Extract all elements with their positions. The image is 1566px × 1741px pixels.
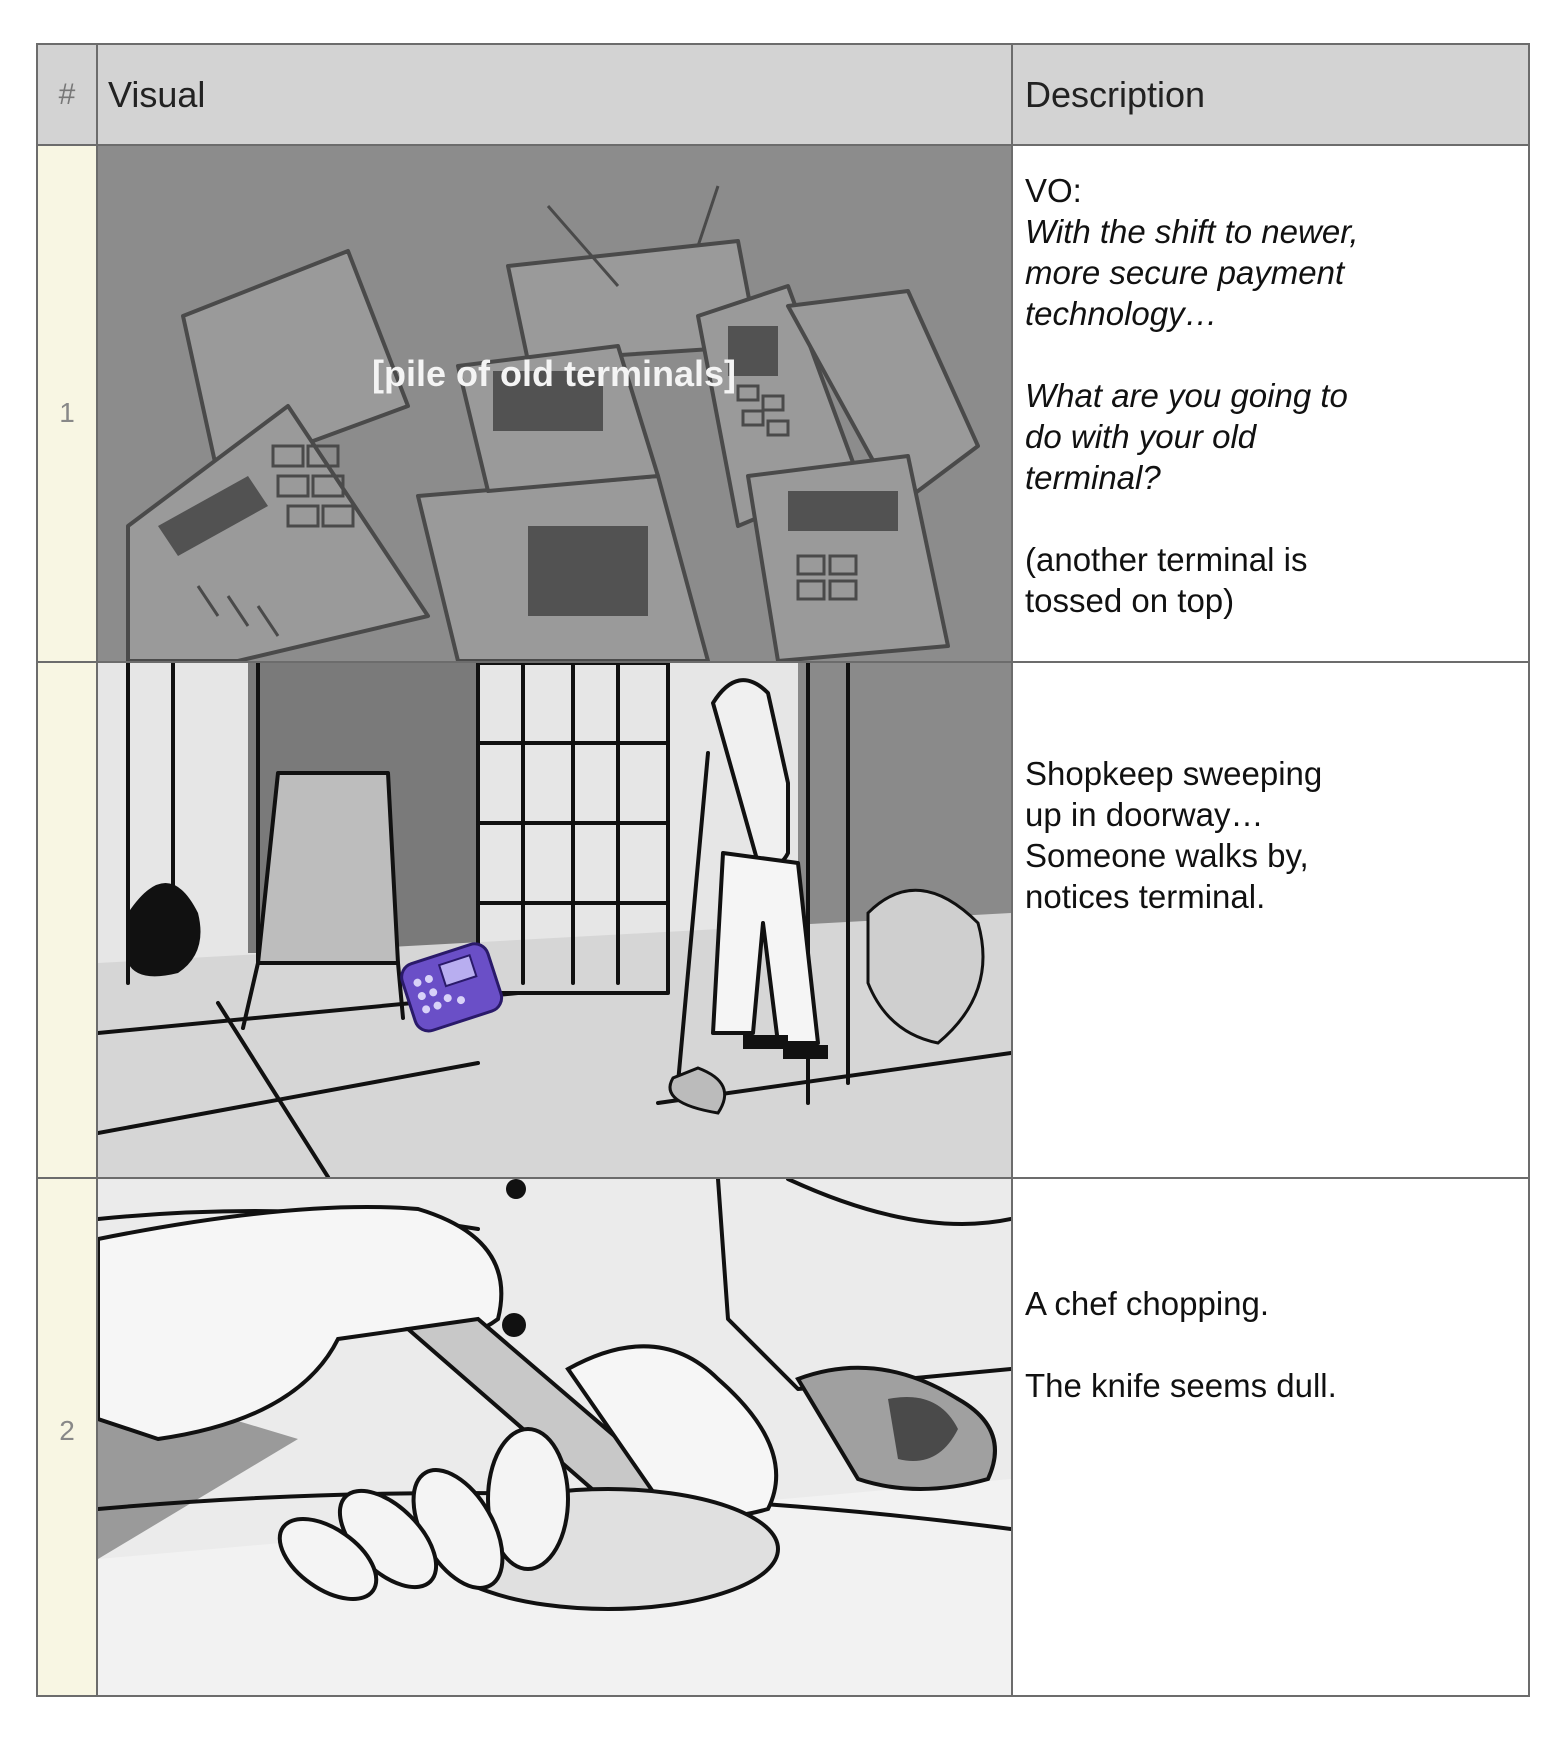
column-divider: [1011, 45, 1013, 1695]
description-line: A chef chopping.: [1025, 1285, 1270, 1322]
description-line: Shopkeep sweeping: [1025, 755, 1323, 792]
vo-line: technology…: [1025, 295, 1218, 332]
panel-image-chef-chopping: [98, 1179, 1011, 1695]
header-description: Description: [1025, 74, 1206, 115]
row-number: 2: [59, 1415, 75, 1446]
question-line: terminal?: [1025, 459, 1161, 496]
action-line: (another terminal is: [1025, 541, 1308, 578]
panel-3-description: [1025, 1283, 1505, 1406]
question-line: What are you going to: [1025, 377, 1348, 414]
header-visual: Visual: [108, 74, 206, 115]
panel-image-shopkeep-sweeping: [98, 663, 1011, 1177]
description-line: notices terminal.: [1025, 878, 1266, 915]
panel-overlay-label: [pile of old terminals]: [371, 353, 737, 394]
row-number: 1: [59, 397, 75, 428]
description-line: The knife seems dull.: [1025, 1367, 1337, 1404]
number-column: [38, 146, 96, 1695]
table-header: [38, 45, 1528, 146]
vo-label: VO:: [1025, 172, 1082, 209]
storyboard-table: [36, 43, 1530, 1697]
description-line: up in doorway…: [1025, 796, 1264, 833]
action-line: tossed on top): [1025, 582, 1235, 619]
description-line: Someone walks by,: [1025, 837, 1309, 874]
panel-image-pile-of-terminals: [98, 146, 1011, 661]
panel-2-description: [1025, 753, 1505, 917]
header-number: #: [58, 78, 76, 111]
vo-line: With the shift to newer,: [1025, 213, 1359, 250]
panel-1-description: [1025, 170, 1505, 621]
question-line: do with your old: [1025, 418, 1257, 455]
vo-line: more secure payment: [1025, 254, 1345, 291]
column-divider: [96, 45, 98, 1695]
